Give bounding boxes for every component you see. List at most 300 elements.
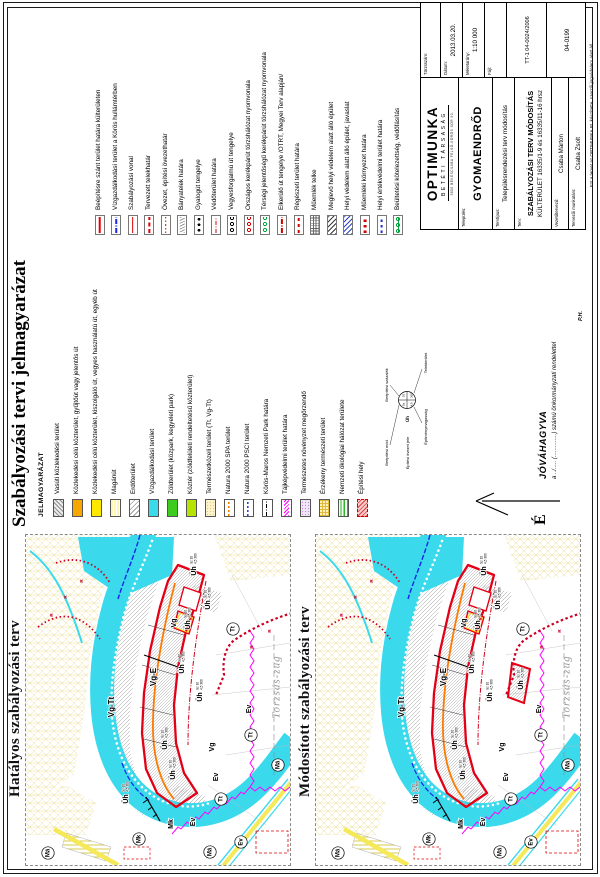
legend-item-label: Régészeti terület határa: [294, 143, 302, 210]
ln-red-dashes-swatch: [294, 215, 304, 235]
svg-text:Má: Má: [207, 847, 214, 857]
sw-buildsite-swatch: [357, 499, 368, 517]
svg-text:4,5 360: 4,5 360: [520, 667, 525, 678]
legend-item: [147, 235, 159, 517]
map-zone-label: [561, 655, 573, 718]
map-zone-label: [439, 667, 448, 686]
map-zone-label: [149, 667, 158, 686]
svg-text:Má: Má: [497, 847, 504, 857]
map-zone-label: [450, 727, 459, 750]
legend-item: [210, 3, 221, 235]
legend-item-label: Övezet, építési övezethatár: [161, 133, 169, 210]
plan-type-label: Tervtípus:: [494, 208, 500, 227]
svg-text:Ev: Ev: [502, 772, 510, 782]
svg-text:R: R: [63, 595, 69, 599]
svg-text:4,5 360: 4,5 360: [164, 727, 169, 738]
zoning-stamp-diagram: [382, 307, 430, 485]
map-zone-label: [246, 705, 253, 714]
plan-type-cell: [493, 78, 515, 229]
date-label: Dátum:: [442, 61, 448, 75]
legend-item-label: Országos kerékpárút törzshálózat nyomvonala: [244, 80, 252, 210]
legend-item: [243, 3, 254, 235]
lead-designer-value: Csaba Márton: [558, 134, 565, 173]
svg-text:Üh: Üh: [494, 600, 502, 610]
svg-text:Tt: Tt: [248, 732, 255, 738]
svg-text:Vg: Vg: [498, 742, 506, 752]
map-zone-label: [107, 696, 116, 717]
svg-text:Sz 10: Sz 10: [485, 681, 490, 690]
ln-red-dot-swatch: [161, 215, 171, 235]
svg-text:Üh: Üh: [178, 664, 186, 674]
file-cell: [485, 3, 507, 77]
svg-text:Má: Má: [275, 760, 282, 770]
legend-item: [227, 3, 238, 235]
stamp-height-label: Építménymagasság: [423, 409, 428, 445]
svg-text:Ev: Ev: [189, 817, 197, 827]
map-zone-label: [458, 757, 467, 780]
fill-crosshatch-swatch: [310, 215, 320, 235]
svg-text:Üh: Üh: [169, 770, 177, 780]
plan-title: SZABÁLYOZÁSI TERV MÓDOSÍTÁS: [526, 90, 536, 217]
sw-eco-swatch: [338, 499, 349, 517]
svg-text:Üh: Üh: [480, 566, 488, 576]
north-arrow-icon: [470, 483, 566, 527]
date-value: 2013.03.20.: [449, 23, 457, 57]
map-zone-badge: [332, 847, 344, 859]
company-address: 5600 BÉKÉSCSABA FELSŐ-KÖRÖS SOR 90.: [450, 111, 455, 196]
legend-item: [360, 3, 371, 235]
ln-red-dash-swatch: [144, 215, 154, 235]
svg-text:Sz 10: Sz 10: [168, 759, 173, 768]
associate-label: Tervezői munkatárs:: [570, 188, 576, 227]
svg-text:Sz 10: Sz 10: [177, 653, 182, 662]
sw-green-swatch: [167, 499, 178, 517]
legend-item: [160, 3, 171, 235]
sw-np-swatch: [262, 499, 273, 517]
legend-item-label: Zöldterület (közpark, kegyeleti park): [167, 393, 175, 494]
file-label: Fájl:: [486, 66, 492, 75]
svg-text:Vg-E: Vg-E: [439, 667, 449, 687]
svg-text:4,5 360: 4,5 360: [187, 607, 192, 618]
svg-text:Ev: Ev: [212, 772, 220, 782]
map-zone-badge: [215, 793, 227, 805]
sw-natura-psci-swatch: [243, 499, 254, 517]
svg-text:4,5 360: 4,5 360: [193, 553, 198, 564]
svg-text:Üh: Üh: [161, 740, 169, 750]
legend-item-label: Helyi védelem alatt álló épület, javaslat: [344, 101, 352, 210]
map-zone-label: [168, 819, 175, 829]
legend-item: [194, 3, 205, 235]
scale-cell: [463, 3, 485, 77]
svg-text:R: R: [339, 613, 345, 617]
legend-item: [94, 3, 105, 235]
legend-item-label: Védőterület határa: [211, 158, 219, 210]
ln-red-circles-swatch: [244, 215, 254, 235]
legend-item: [260, 3, 271, 235]
company-logo: [421, 78, 459, 229]
svg-text:Üh: Üh: [486, 692, 494, 702]
svg-text:Má: Má: [45, 848, 52, 858]
map-zone-badge: [133, 833, 145, 845]
map-zone-badge: [525, 836, 537, 848]
svg-text:R: R: [369, 579, 375, 583]
svg-text:4,5 360: 4,5 360: [415, 781, 420, 792]
legend-item: [71, 235, 83, 517]
map-zone-label: [209, 743, 216, 752]
north-letter: É: [532, 514, 549, 525]
title-block-meta-column: [421, 3, 585, 77]
svg-text:R: R: [557, 629, 563, 633]
legend-item-label: Natura 2000 SPA terület: [224, 426, 232, 494]
lead-license-cell: [507, 3, 547, 77]
svg-text:Sz 10: Sz 10: [121, 783, 126, 792]
map-zone-label: [467, 651, 476, 674]
svg-text:Mk: Mk: [426, 834, 433, 844]
svg-text:Sz 10: Sz 10: [516, 669, 521, 678]
legend-item-label: Körös-Maros Nemzeti Park határa: [262, 398, 270, 494]
map-zone-label: [189, 553, 198, 576]
legend-item: [127, 3, 138, 235]
map-zone-badge: [245, 729, 257, 741]
svg-text:Vg: Vg: [460, 618, 468, 628]
svg-text:Sz 10: Sz 10: [189, 555, 194, 564]
stamp-place-note: P.H.: [578, 311, 584, 321]
svg-text:Mk: Mk: [457, 819, 465, 829]
svg-text:4,5 360: 4,5 360: [199, 679, 204, 690]
map-zone-badge: [517, 623, 529, 635]
svg-text:Sz 10: Sz 10: [203, 589, 208, 598]
svg-text:Sz 10: Sz 10: [450, 729, 455, 738]
svg-text:4,5 360: 4,5 360: [471, 651, 476, 662]
stamp-plot-value: 360: [409, 392, 414, 399]
map-zone-label: [536, 705, 543, 714]
plan-type-value: Településrendezési terv módosítás: [501, 105, 509, 202]
map-zone-badge: [272, 759, 284, 771]
svg-text:4,5 360: 4,5 360: [454, 727, 459, 738]
legend-items-areas: [52, 235, 368, 517]
north-arrow-graphic: [470, 483, 566, 527]
svg-text:Ev: Ev: [535, 704, 543, 714]
svg-text:Sz 10: Sz 10: [458, 759, 463, 768]
legend-item-label: Vízgazdálkodási terület: [148, 428, 156, 494]
svg-text:Üh: Üh: [459, 770, 467, 780]
sw-orange-swatch: [72, 499, 83, 517]
legend-heading: JELMAGYARÁZAT: [38, 452, 45, 517]
legend-item: [109, 235, 121, 517]
legend-item-label: Elkerülő út tengelye /OTRT, Megyei Terv alapján/: [277, 73, 285, 210]
legend-item: [185, 235, 197, 517]
svg-text:Vg: Vg: [208, 742, 216, 752]
legend-item: [326, 3, 337, 235]
company-name: OPTIMUNKA: [424, 105, 440, 202]
svg-text:Üh: Üh: [474, 620, 482, 630]
map-zone-badge: [535, 729, 547, 741]
legend-item-label: Érzékeny természeti terület: [319, 417, 327, 494]
sw-private-swatch: [110, 499, 121, 517]
svg-text:Üh: Üh: [204, 600, 212, 610]
legend-item-label: Gyalogút tengelye: [194, 159, 202, 210]
legend-item-label: Tájképvédelmi terület határa: [281, 414, 289, 494]
legend-item-label: Szabályozási vonal: [128, 156, 136, 210]
map-zone-label: [411, 781, 420, 804]
svg-text:Sz 10: Sz 10: [479, 555, 484, 564]
stamp-height-value: 4,5: [409, 402, 414, 407]
map-zone-label: [271, 655, 283, 718]
map-zone-label: [203, 587, 212, 610]
map-zone-label: [177, 651, 186, 674]
legend-item-label: Meglevő helyi védelem alatt álló épület: [327, 101, 335, 210]
title-block-main-column: [421, 77, 585, 229]
svg-text:R: R: [539, 645, 545, 649]
svg-text:Torzsás-zug: Torzsás-zug: [270, 655, 283, 719]
legend-item: [356, 235, 368, 517]
map-zone-label: [473, 607, 482, 630]
svg-text:4,5 360: 4,5 360: [497, 587, 502, 598]
legend-item: [242, 235, 254, 517]
legend-column-areas: [38, 235, 375, 517]
legend-item: [177, 3, 188, 235]
map-zone-badge: [227, 623, 239, 635]
fill-hatch-black-swatch: [327, 215, 337, 235]
svg-text:Vg-Tt: Vg-Tt: [397, 696, 407, 718]
legend-item: [393, 3, 404, 235]
map-zone-label: [479, 553, 488, 576]
legend-item-label: Térségi jelentőségű kerékpárút törzshálózat nyomvonala: [261, 52, 269, 210]
map-canvas-modified: [316, 535, 580, 865]
svg-text:Ev: Ev: [245, 704, 253, 714]
sw-sensitive-swatch: [319, 499, 330, 517]
legend-item-label: Nemzeti ökológiai hálózat területe: [338, 399, 346, 494]
legend-item-label: Vasúti közlekedési terület: [53, 423, 61, 494]
associate-license-value: 04-0199: [564, 28, 571, 52]
svg-text:R: R: [49, 613, 55, 617]
sw-chartreuse-swatch: [186, 499, 197, 517]
svg-text:Sz 10: Sz 10: [467, 653, 472, 662]
stamp-code-value: Üh: [405, 416, 410, 422]
legend-item: [318, 235, 330, 517]
ln-blue-dashdot-swatch: [111, 215, 121, 235]
legend-item: [293, 3, 304, 235]
map-zone-badge: [235, 836, 247, 848]
svg-text:Üh: Üh: [196, 692, 204, 702]
svg-text:Má: Má: [565, 760, 572, 770]
svg-text:Mk: Mk: [136, 834, 143, 844]
svg-text:Mk: Mk: [167, 819, 175, 829]
ln-blue-squares-swatch: [377, 215, 387, 235]
map-zone-label: [190, 818, 197, 827]
ln-black-dots-swatch: [194, 215, 204, 235]
ln-green-circles-swatch: [260, 215, 270, 235]
legend-item: [343, 3, 354, 235]
map-title-current: Hatályos szabályozási terv: [7, 620, 23, 797]
svg-text:4,5 360: 4,5 360: [181, 651, 186, 662]
svg-text:Sz 10: Sz 10: [493, 589, 498, 598]
svg-text:4,5 360: 4,5 360: [462, 757, 467, 768]
legend-item: [90, 235, 102, 517]
stamp-percent-value: 10: [401, 393, 406, 398]
svg-text:R: R: [79, 579, 85, 583]
svg-text:R: R: [353, 595, 359, 599]
sw-yellow-swatch: [91, 499, 102, 517]
svg-text:Tt: Tt: [538, 732, 545, 738]
map-zone-label: [397, 696, 406, 717]
associate-license-cell: [547, 3, 585, 77]
company-type: BETÉTI TÁRSASÁG: [440, 110, 447, 197]
copyright-disclaimer: Ezt a tervet az OPTIMUNKA Bt. készítette, szerzői jogvédelem alatt áll.: [589, 42, 594, 188]
map-zone-label: [480, 818, 487, 827]
legend-item-label: Natura 2000 PSCI terület: [243, 423, 251, 494]
svg-text:Vg-Tt: Vg-Tt: [107, 696, 117, 718]
svg-text:4,5 360: 4,5 360: [207, 587, 212, 598]
map-title-modified: Módosított szabályozási terv: [297, 606, 313, 797]
legend-item-label: Helyi értékvédelmi terület határa: [377, 119, 385, 210]
ln-green-planting-swatch: [393, 215, 403, 235]
legend-item: [223, 235, 235, 517]
legend-item: [277, 3, 288, 235]
svg-text:4,5 360: 4,5 360: [172, 757, 177, 768]
legend-item-label: Köztér (zöldfelületi rendeltetésű közterület): [186, 374, 194, 494]
map-zone-badge: [505, 793, 517, 805]
plan-label: Terv:: [516, 217, 522, 227]
associate-cell: [569, 78, 585, 229]
svg-text:Tt: Tt: [508, 796, 515, 802]
map-zone-label: [516, 667, 525, 690]
map-zone-label: [195, 679, 204, 702]
map-zone-label: [503, 773, 510, 782]
lead-designer-label: Vezetőtervező:: [553, 198, 559, 227]
id-label: Törzsszám:: [422, 52, 428, 75]
map-zone-label: [171, 619, 178, 628]
lead-designer-cell: [552, 78, 569, 229]
sw-water-swatch: [148, 499, 159, 517]
legend-item-label: Erdőterület: [129, 463, 137, 494]
map-zone-badge: [204, 846, 216, 858]
svg-text:Tt: Tt: [218, 796, 225, 802]
legend-item-label: Építési hely: [357, 461, 365, 494]
legend-item-label: Közlekedési célú közterület, kiszolgáló út, vegyes használatú út, egyéb út: [91, 289, 99, 494]
legend-item-label: Vegyesforgalmú út tengelye: [227, 132, 235, 210]
svg-text:Üh: Üh: [184, 620, 192, 630]
map-panel-current: [25, 534, 291, 866]
ln-red-thick-swatch: [95, 215, 105, 235]
plan-subtitle: KÜLTERÜLET 16335/1-9 és 16335/11-16 hrsz: [536, 90, 544, 217]
legend-item: [280, 235, 292, 517]
legend-item: [261, 235, 273, 517]
legend-item: [166, 235, 178, 517]
map-zone-label: [121, 781, 130, 804]
map-zone-label: [485, 679, 494, 702]
plan-cell: [515, 78, 552, 229]
legend-item: [204, 235, 216, 517]
legend-item: [111, 3, 122, 235]
sw-landscape-swatch: [281, 499, 292, 517]
legend-item: [128, 235, 140, 517]
svg-text:Sz 10: Sz 10: [160, 729, 165, 738]
legend-item-label: Beültetési kötelezettség, védőfásítás: [393, 107, 401, 210]
settlement-label: Település:: [460, 207, 466, 227]
map-zone-label: [183, 607, 192, 630]
svg-text:Üh: Üh: [412, 794, 420, 804]
legend-item: [376, 3, 387, 235]
ln-grey-wave-swatch: [177, 215, 187, 235]
legend-item-label: Bányatelek határa: [178, 159, 186, 210]
legend-item-label: Műemléki környezet határa: [360, 134, 368, 210]
sw-veg-swatch: [300, 499, 311, 517]
fill-hatch-blue-swatch: [343, 215, 353, 235]
map-canvas-current: [26, 535, 290, 865]
stamp-plot-label: Telekterület: [423, 352, 428, 374]
approval-line: a ../..... (..............) számú önkormányzati rendelettel: [552, 341, 558, 479]
svg-text:Vg: Vg: [170, 618, 178, 628]
legend-item: [52, 235, 64, 517]
svg-text:Ev: Ev: [238, 838, 245, 846]
stamp-percent-label: Beépítési százalék: [384, 368, 389, 402]
associate-value: Csaba Zsolt: [575, 137, 582, 171]
zoning-map-drawing: [26, 535, 290, 865]
ln-red-squares-swatch: [360, 215, 370, 235]
svg-text:Tt: Tt: [520, 626, 527, 632]
map-zone-label: [213, 773, 220, 782]
map-zone-label: [160, 727, 169, 750]
map-zone-badge: [562, 759, 574, 771]
sw-rail-swatch: [53, 499, 64, 517]
svg-text:Sz 10: Sz 10: [183, 609, 188, 618]
sw-natura-spa-swatch: [224, 499, 235, 517]
legend-item: [310, 3, 321, 235]
approval-note: [538, 269, 558, 479]
stamp-mode-value: Sz: [401, 402, 406, 407]
ln-red-dashdot-swatch: [211, 215, 221, 235]
approval-title: JÓVÁHAGYVA: [538, 410, 548, 479]
map-panel-modified: [315, 534, 581, 866]
legend-item-label: Műemlék telke: [310, 169, 318, 210]
svg-text:Üh: Üh: [451, 740, 459, 750]
legend-item-label: Természetközeli terület (Tt, Vg-Tt): [205, 399, 213, 494]
id-cell: [421, 3, 441, 77]
stamp-code-label: Építési övezet jele: [405, 436, 410, 470]
ln-red-dashdot-thick-swatch: [277, 215, 287, 235]
svg-text:4,5 360: 4,5 360: [489, 679, 494, 690]
settlement-value: GYOMAENDRŐD: [471, 106, 484, 201]
svg-text:Üh: Üh: [517, 680, 525, 690]
sw-forest-swatch: [129, 499, 140, 517]
settlement-cell: [459, 78, 493, 229]
map-zone-label: [493, 587, 502, 610]
map-zone-label: [461, 619, 468, 628]
legend-item-label: Vízgazdálkodási terület a Körös hullámtérben: [111, 83, 119, 210]
map-zone-badge: [423, 833, 435, 845]
map-zone-label: [499, 743, 506, 752]
svg-text:Ev: Ev: [528, 838, 535, 846]
svg-text:Ev: Ev: [479, 817, 487, 827]
svg-text:R: R: [249, 645, 255, 649]
stamp-mode-label: Beépítési mód: [384, 440, 389, 466]
legend-item: [299, 235, 311, 517]
map-zone-label: [168, 757, 177, 780]
svg-text:Üh: Üh: [122, 794, 130, 804]
svg-text:4,5 360: 4,5 360: [125, 781, 130, 792]
zoning-map-drawing: [316, 535, 580, 865]
legend-item-label: Magánút: [110, 469, 118, 494]
svg-text:Üh: Üh: [190, 566, 198, 576]
svg-text:Sz 10: Sz 10: [473, 609, 478, 618]
legend-items-lines: [94, 3, 404, 235]
legend-title: Szabályozási tervi jelmagyarázat: [9, 260, 30, 527]
svg-text:Torzsás-zug: Torzsás-zug: [560, 655, 573, 719]
legend-item: [144, 3, 155, 235]
date-cell: [441, 3, 463, 77]
legend-column-lines: [94, 3, 409, 235]
